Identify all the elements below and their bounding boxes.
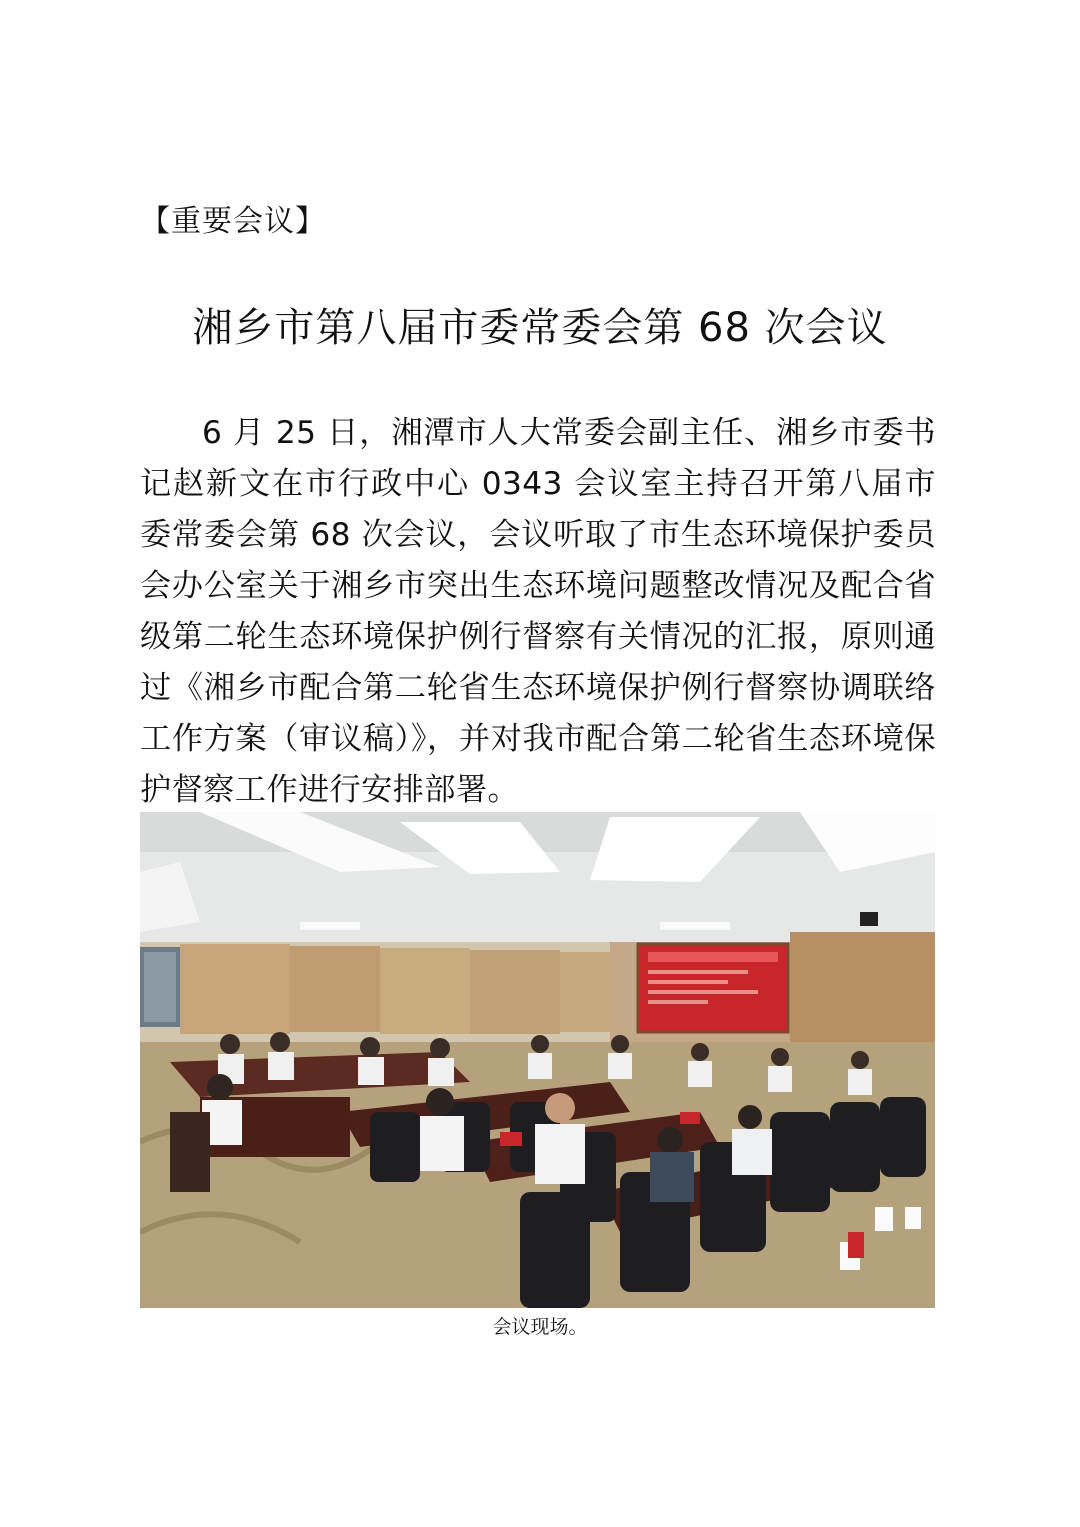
meeting-photo [140, 812, 935, 1308]
photo-caption: 会议现场。 [492, 1316, 588, 1338]
page-title: 湘乡市第八届市委常委会第 68 次会议 [192, 305, 888, 351]
section-tag: 【重要会议】 [140, 204, 326, 239]
body-paragraph: 6 月 25 日，湘潭市人大常委会副主任、湘乡市委书记赵新文在市行政中心 0343 会议室主持召开第八届市委常委会第 68 次会议，会议听取了市生态环境保护委员会办公室关于湘乡市突出生态环境问题整改情况及配合省级第二轮生态环境保护例行督察有关情况的汇报，原则通过《湘乡市配合第二轮省生态环境保护例行督察协调联络工作方案（审议稿）》，并对我市配合第二轮省生态环境保护督察工作进行安排部署。 [140, 415, 936, 808]
